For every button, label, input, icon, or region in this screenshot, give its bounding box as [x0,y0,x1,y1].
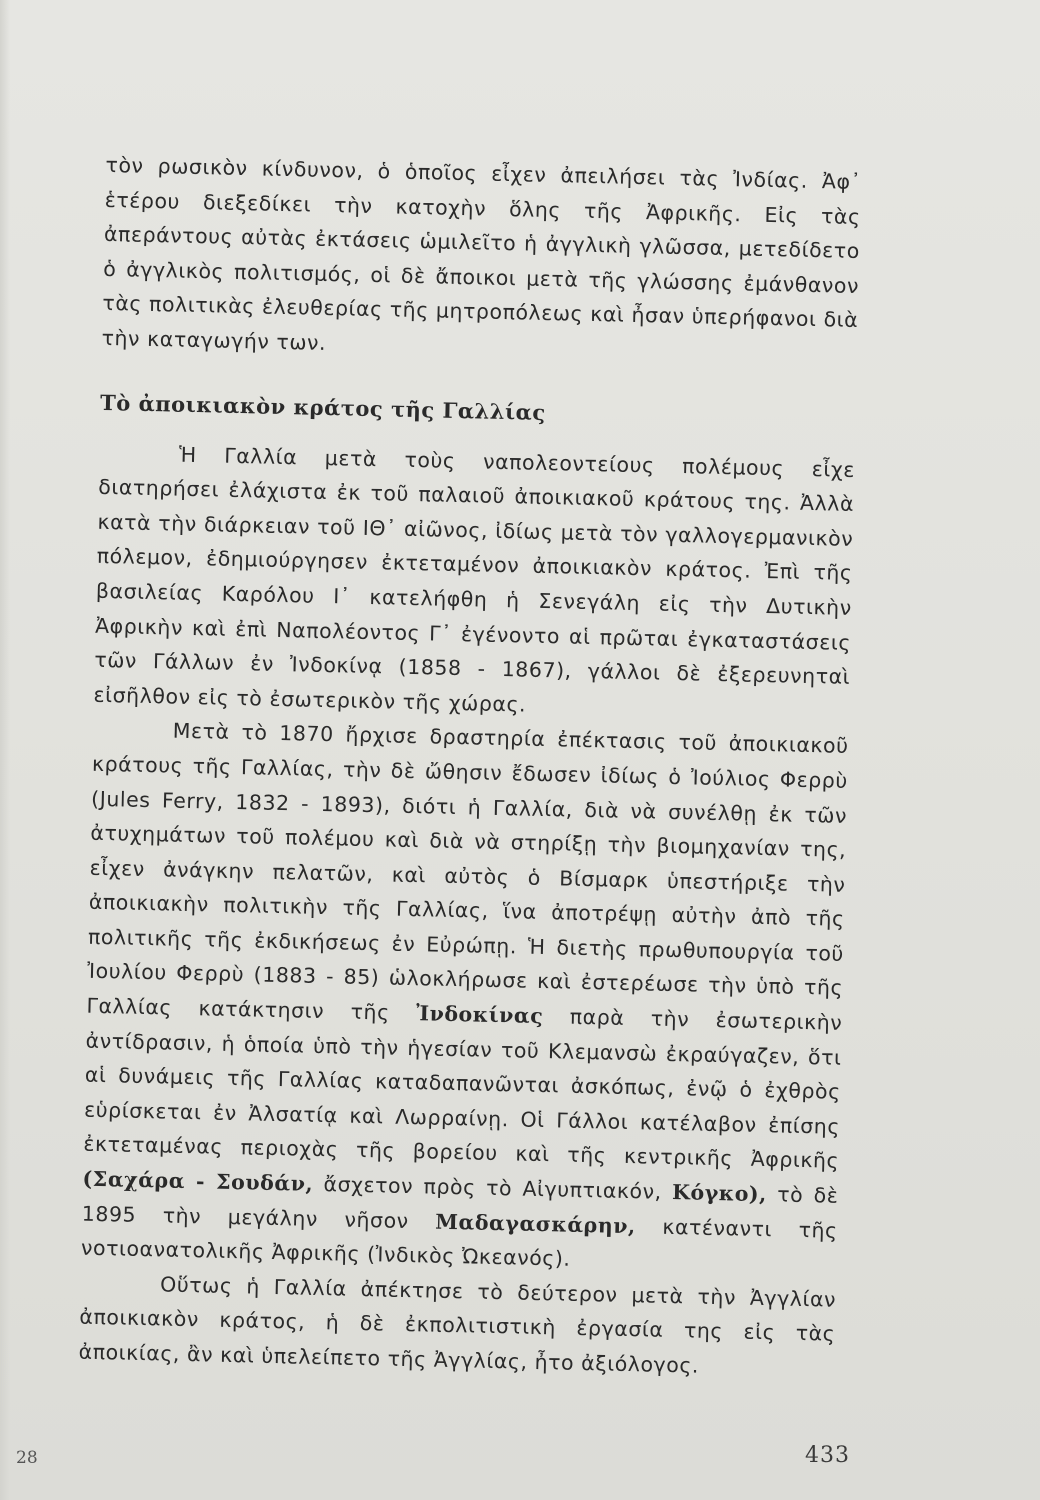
paragraph-text: παρὰ τὴν ἐσωτερικὴν ἀντίδρασιν, ἡ ὁποία ὑπὸ τὴν ἡγεσίαν τοῦ Κλεμανσὼ ἐκραύγαζεν, ὅτι αἱ δυνάμεις τῆς Γαλλίας καταδαπανῶνται ἀσκόπως, ἐνῷ ὁ ἐχθρὸς εὑρίσκεται ἐν Ἀλσατίᾳ καὶ Λωρραίνῃ. Οἱ Γάλλοι κατέλαβον ἐπίσης ἐκτεταμένας περιοχὰς τῆς βορείου καὶ τῆς κεντρικῆς Ἀφρικῆς [83,1004,843,1174]
paragraph-text: κατέναντι τῆς νοτιοανατολικῆς Ἀφρικῆς (Ἰνδικὸς Ὠκεανός). [80,1213,838,1271]
paragraph-continued: τὸν ρωσικὸν κίνδυνον, ὁ ὁποῖος εἶχεν ἀπειλήσει τὰς Ἰνδίας. Ἀφ᾿ ἑτέρου διεξεδίκει τὴν κατοχὴν ὅλης τῆς Ἀφρικῆς. Εἰς τὰς ἀπεράντους αὐτὰς ἐκτάσεις ὡμιλεῖτο ἡ ἀγγλικὴ γλῶσσα, μετεδίδετο ὁ ἀγγλικὸς πολιτισμός, οἱ δὲ ἄποικοι μετὰ τῆς γλώσσης ἐμάνθανον τὰς πολιτικὰς ἐλευθερίας τῆς μητροπόλεως καὶ ἦσαν ὑπερήφανοι διὰ τὴν καταγωγήν των. [101,152,862,355]
bold-term-indochina: Ἰνδοκίνας [415,1001,544,1029]
page-body [0,146,862,1386]
section-heading: Τὸ ἀποικιακὸν κράτος τῆς Γαλλίας [99,389,546,425]
paragraph-france-colonies-intro: Ἡ Γαλλία μετὰ τοὺς ναπολεοντείους πολέμους εἶχε διατηρήσει ἐλάχιστα ἐκ τοῦ παλαιοῦ ἀποικιακοῦ κράτους της. Ἀλλὰ κατὰ τὴν διάρκειαν τοῦ ΙΘ᾿ αἰῶνος, ἰδίως μετὰ τὸν γαλλογερμανικὸν πόλεμον, ἐδημιούργησεν ἐκτεταμένον ἀποικιακὸν κράτος. Ἐπὶ τῆς βασιλείας Καρόλου Ι᾿ κατελήφθη ἡ Σενεγάλη εἰς τὴν Δυτικὴν Ἀφρικὴν καὶ ἐπὶ Ναπολέοντος Γ᾿ ἐγένοντο αἱ πρῶται ἐγκαταστάσεις τῶν Γάλλων ἐν Ἰνδοκίνᾳ (1858 - 1867), γάλλοι δὲ ἐξερευνηταὶ εἰσῆλθον εἰς τὸ ἐσωτερικὸν τῆς χώρας. [93,442,856,717]
paragraph-ferry-expansion [0,710,849,1282]
paragraph-conclusion: Οὕτως ἡ Γαλλία ἀπέκτησε τὸ δεύτερον μετὰ τὴν Ἀγγλίαν ἀποικιακὸν κράτος, ἡ δὲ ἐκπολιτιστικὴ ἐργασία της εἰς τὰς ἀποικίας, ἂν καὶ ὑπελείπετο τῆς Ἀγγλίας, ἦτο ἀξιόλογος. [78,1272,837,1378]
bold-term-congo: Κόγκο), [671,1180,768,1207]
folio-signature-mark: 28 [16,1448,38,1468]
page-number: 433 [805,1443,850,1468]
paragraph-text: τὸ δὲ 1895 τὴν μεγάλην νῆσον [81,1182,839,1234]
paragraph-text: ἄσχετον πρὸς τὸ Αἰγυπτιακόν, [312,1171,673,1205]
bold-term-sahara-sudan: (Σαχάρα - Σουδάν, [82,1166,314,1196]
bold-term-madagascar: Μαδαγασκάρην, [435,1209,637,1238]
paragraph-text: Μετὰ τὸ 1870 ἤρχισε δραστηρία ἐπέκτασις τοῦ ἀποικιακοῦ κράτους τῆς Γαλλίας, τὴν δὲ ὤθησιν ἔδωσεν ἰδίως ὁ Ἰούλιος Φερρὺ (Jules Ferry, 1832 - 1893), διότι ἡ Γαλλία, διὰ νὰ συνέλθῃ ἐκ τῶν ἀτυχημάτων τοῦ πολέμου καὶ διὰ νὰ στηρίξῃ τὴν βιομηχανίαν της, εἶχεν ἀνάγκην πελατῶν, καὶ αὐτὸς ὁ Βίσμαρκ ὑπεστήριξε τὴν ἀποικιακὴν πολιτικὴν τῆς Γαλλίας, ἵνα ἀποτρέψῃ αὐτὴν ἀπὸ τῆς πολιτικῆς τῆς ἐκδικήσεως ἐν Εὐρώπῃ. Ἡ διετὴς πρωθυπουργία τοῦ Ἰουλίου Φερρὺ (1883 - 85) ὡλοκλήρωσε καὶ ἐστερέωσε τὴν ὑπὸ τῆς Γαλλίας κατάκτησιν τῆς [86,718,849,1026]
